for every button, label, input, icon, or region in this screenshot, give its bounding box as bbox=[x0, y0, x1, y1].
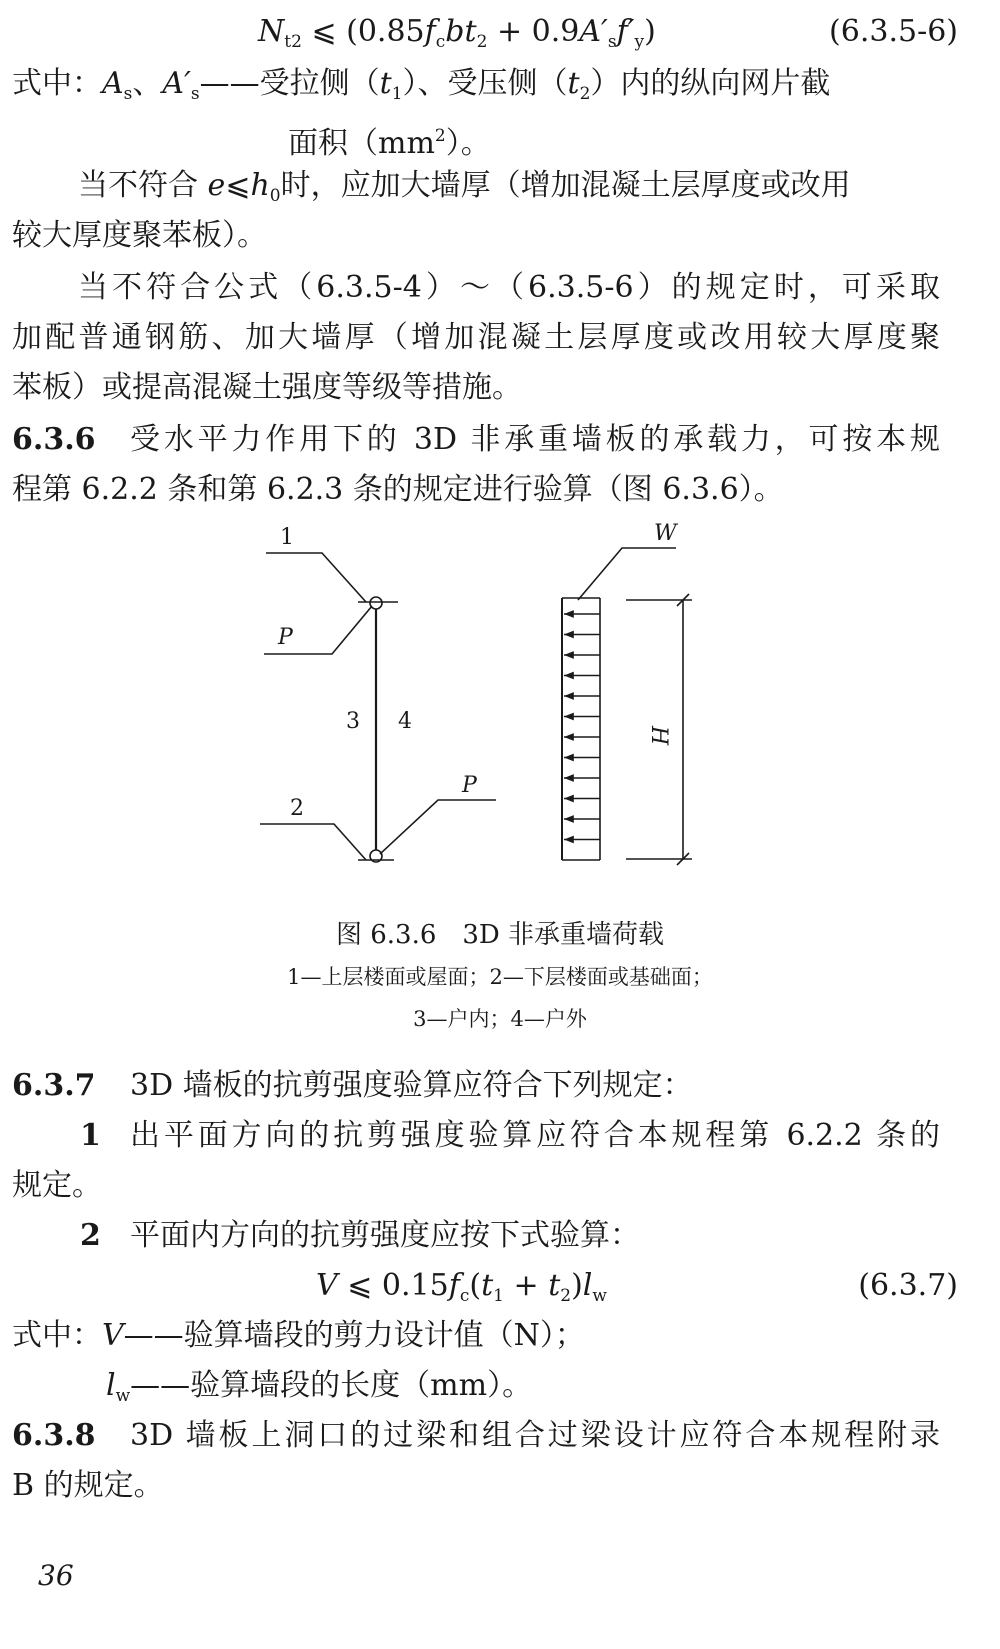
fig-label-1: 1 bbox=[280, 525, 294, 550]
section-6-3-6-line1: 受水平力作用下的 3D 非承重墙板的承载力，可按本规 bbox=[130, 422, 940, 457]
fig-label-2: 2 bbox=[290, 796, 304, 821]
item-1-line2: 规定。 bbox=[12, 1168, 102, 1203]
where-clause-V: 式中：V——验算墙段的剪力设计值（N）； bbox=[12, 1318, 585, 1353]
formula-6-3-7: V ⩽ $0.15f_c(t_1 + t_2)l_w$ bbox=[316, 1268, 607, 1306]
fig-label-P-top: P bbox=[278, 625, 293, 650]
leader-W bbox=[578, 548, 676, 600]
section-6-3-8-line2: B 的规定。 bbox=[12, 1468, 164, 1503]
paragraph-wall-thickness: 当不符合 $e⩽h_0$时，应加大墙厚（增加混凝土层厚度或改用 bbox=[78, 168, 851, 206]
where-clause-As: 式中：$A_s$、$A'_s——$受拉侧$(t_1)$、受压侧$(t_2)$内的纵向网片截 bbox=[12, 66, 831, 104]
paragraph-measures-line2: 加配普通钢筋、加大墙厚（增加混凝土层厚度或改用较大厚度聚 bbox=[12, 320, 940, 355]
paragraph-wall-thickness-line2: 较大厚度聚苯板）。 bbox=[12, 218, 267, 253]
section-6-3-6-line2: 程第 6.2.2 条和第 6.2.3 条的规定进行验算（图 6.3.6）。 bbox=[12, 472, 784, 507]
fig-label-3: 3 bbox=[346, 709, 360, 734]
paragraph-measures-line1: 当不符合公式（6.3.5-4）～（6.3.5-6）的规定时，可采取 bbox=[78, 270, 940, 305]
figure-caption: 图 6.3.6 3D 非承重墙荷载 bbox=[335, 920, 665, 950]
item-number-1: 1 bbox=[80, 1118, 101, 1153]
section-6-3-7-text: 3D 墙板的抗剪强度验算应符合下列规定： bbox=[130, 1068, 693, 1103]
fig-label-W: W bbox=[654, 521, 677, 546]
leader-P-bottom bbox=[380, 800, 496, 854]
figure-legend-line2: 3—户内；4—户外 bbox=[413, 1007, 587, 1031]
section-number-6-3-7: 6.3.7 bbox=[12, 1068, 96, 1103]
section-6-3-8-line1: 3D 墙板上洞口的过梁和组合过梁设计应符合本规程附录 bbox=[130, 1418, 940, 1453]
paragraph-measures-line3: 苯板）或提高混凝土强度等级等措施。 bbox=[12, 370, 522, 405]
section-number-6-3-6: 6.3.6 bbox=[12, 422, 96, 457]
where-clause-lw: $l_w——$验算墙段的长度（mm）。 bbox=[106, 1368, 533, 1406]
item-2-text: 平面内方向的抗剪强度应按下式验算： bbox=[130, 1218, 640, 1253]
fig-label-H: H bbox=[646, 726, 671, 746]
leader-2 bbox=[260, 824, 366, 860]
formula-number-6-3-7: (6.3.7) bbox=[858, 1268, 958, 1303]
section-number-6-3-8: 6.3.8 bbox=[12, 1418, 96, 1453]
page-number: 36 bbox=[38, 1559, 74, 1592]
figure-wall-load-diagram bbox=[0, 510, 1000, 880]
formula-6-3-5-6: $N_{t2}$ ⩽ $(0.85f_cbt_2 + 0.9A'_sf'_y)$ bbox=[258, 14, 656, 52]
figure-legend-line1: 1—上层楼面或屋面；2—下层楼面或基础面； bbox=[287, 965, 713, 989]
item-number-2: 2 bbox=[80, 1218, 101, 1253]
leader-1 bbox=[266, 553, 366, 602]
fig-label-4: 4 bbox=[398, 709, 412, 734]
fig-label-P-bottom: P bbox=[462, 773, 477, 798]
where-clause-As-line2: 面积$(mm^2)$。 bbox=[288, 126, 491, 161]
formula-number-6-3-5-6: (6.3.5-6) bbox=[829, 14, 958, 49]
item-1-line1: 出平面方向的抗剪强度验算应符合本规程第 6.2.2 条的 bbox=[130, 1118, 940, 1153]
